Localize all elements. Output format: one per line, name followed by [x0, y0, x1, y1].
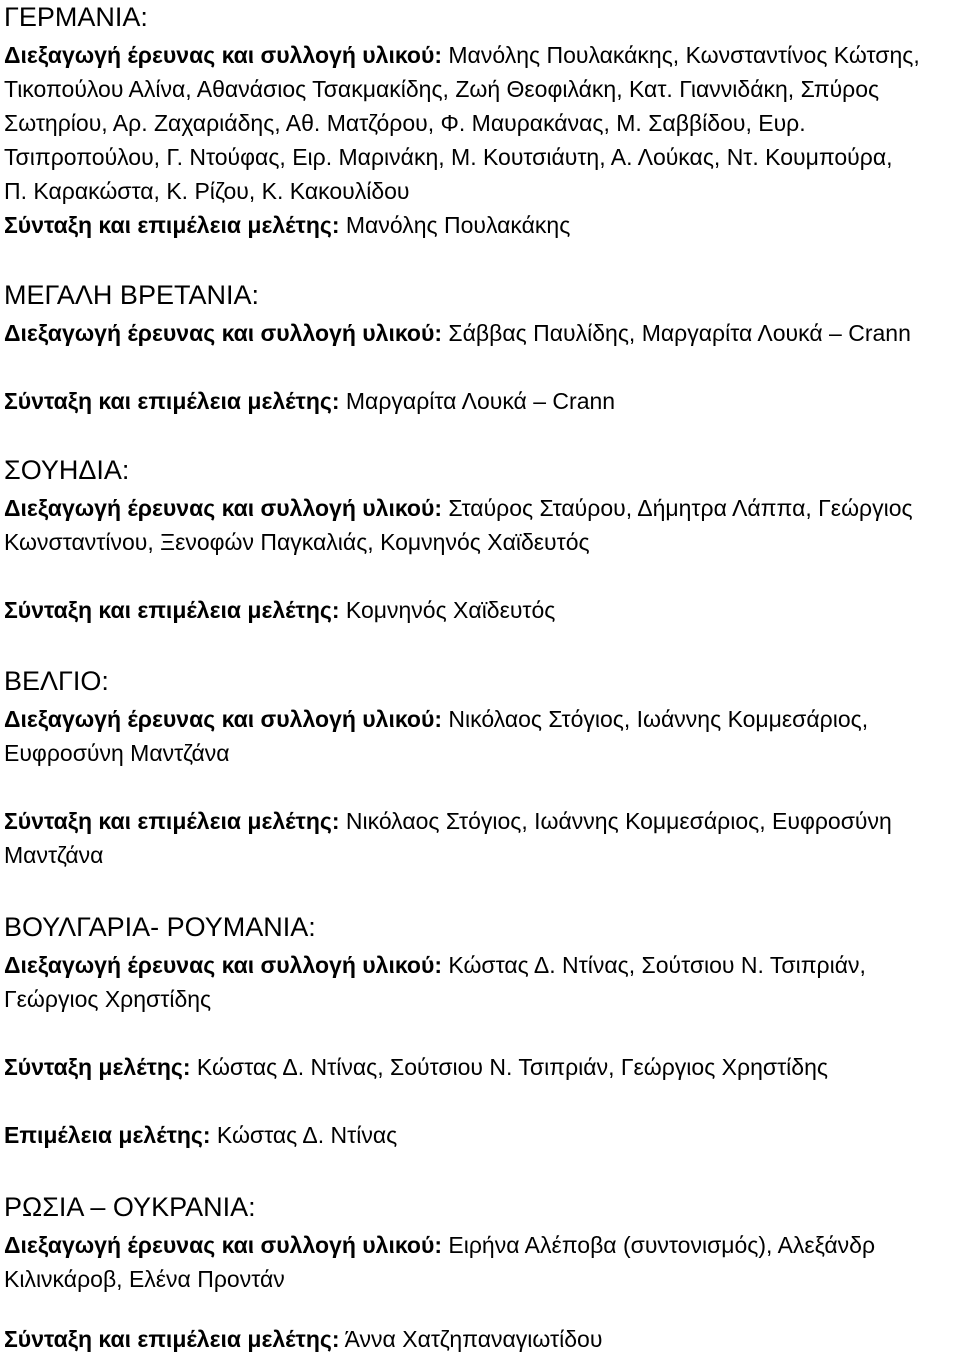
research-label: Διεξαγωγή έρευνας και συλλογή υλικού: — [4, 952, 442, 978]
research-value: Σταύρος Σταύρου, Δήμητρα Λάππα, Γεώργιος — [448, 495, 913, 521]
research-label: Διεξαγωγή έρευνας και συλλογή υλικού: — [4, 320, 442, 346]
section-title: ΓΕΡΜΑΝΙΑ: — [4, 2, 148, 32]
study-value: Άννα Χατζηπαναγιωτίδου — [344, 1326, 603, 1352]
edit-label: Επιμέλεια μελέτης: — [4, 1122, 211, 1148]
research-credits — [4, 948, 956, 1016]
research-value-line: Π. Καρακώστα, Κ. Ρίζου, Κ. Κακουλίδου — [4, 178, 410, 204]
study-value: Μαργαρίτα Λουκά – Crann — [345, 388, 616, 414]
study-value: Νικόλαος Στόγιος, Ιωάννης Κομμεσάριος, Ευφροσύνη — [345, 808, 892, 834]
research-credits — [4, 316, 956, 350]
research-value-line: Σωτηρίου, Αρ. Ζαχαριάδης, Αθ. Ματζόρου, Φ. Μαυρακάνας, Μ. Σαββίδου, Ευρ. — [4, 110, 806, 136]
study-label: Σύνταξη και επιμέλεια μελέτης: — [4, 597, 340, 623]
study-credits — [4, 1050, 956, 1084]
research-value: Μανόλης Πουλακάκης, Κωνσταντίνος Κώτσης, — [448, 42, 920, 68]
research-credits — [4, 1228, 956, 1296]
study-value: Κώστας Δ. Ντίνας, Σούτσιου Ν. Τσιπριάν, Γεώργιος Χρηστίδης — [196, 1054, 828, 1080]
study-label: Σύνταξη και επιμέλεια μελέτης: — [4, 212, 340, 238]
section-title: ΣΟΥΗΔΙΑ: — [4, 455, 130, 485]
research-credits — [4, 38, 956, 208]
research-value: Νικόλαος Στόγιος, Ιωάννης Κομμεσάριος, — [448, 706, 869, 732]
study-label: Σύνταξη και επιμέλεια μελέτης: — [4, 388, 340, 414]
study-label: Σύνταξη μελέτης: — [4, 1054, 191, 1080]
research-value-line: Τικοπούλου Αλίνα, Αθανάσιος Τσακμακίδης, Ζωή Θεοφιλάκη, Κατ. Γιαννιδάκη, Σπύρος — [4, 76, 880, 102]
research-value-line: Τσιπροπούλου, Γ. Ντούφας, Ειρ. Μαρινάκη, Μ. Κουτσιάυτη, Α. Λούκας, Ντ. Κουμπούρα, — [4, 144, 893, 170]
research-label: Διεξαγωγή έρευνας και συλλογή υλικού: — [4, 1232, 442, 1258]
edit-value: Κώστας Δ. Ντίνας — [216, 1122, 398, 1148]
section-belgium — [4, 666, 956, 872]
section-title: ΡΩΣΙΑ – ΟΥΚΡΑΝΙΑ: — [4, 1192, 256, 1222]
study-value: Μανόλης Πουλακάκης — [345, 212, 571, 238]
study-credits — [4, 1322, 956, 1356]
section-title: ΒΕΛΓΙΟ: — [4, 666, 109, 696]
research-label: Διεξαγωγή έρευνας και συλλογή υλικού: — [4, 42, 442, 68]
study-label: Σύνταξη και επιμέλεια μελέτης: — [4, 1326, 340, 1352]
section-title: ΒΟΥΛΓΑΡΙΑ- ΡΟΥΜΑΝΙΑ: — [4, 912, 316, 942]
research-value-line: Κωνσταντίνου, Ξενοφών Παγκαλιάς, Κομνηνός Χαϊδευτός — [4, 529, 590, 555]
research-value-line: Ευφροσύνη Μαντζάνα — [4, 740, 230, 766]
study-value-line: Μαντζάνα — [4, 842, 104, 868]
edit-credits — [4, 1118, 956, 1152]
section-bulgaria-romania — [4, 912, 956, 1152]
section-sweden — [4, 455, 956, 627]
research-value: Σάββας Παυλίδης, Μαργαρίτα Λουκά – Crann — [448, 320, 911, 346]
section-title: ΜΕΓΑΛΗ ΒΡΕΤΑΝΙΑ: — [4, 280, 259, 310]
research-label: Διεξαγωγή έρευνας και συλλογή υλικού: — [4, 706, 442, 732]
research-value-line: Γεώργιος Χρηστίδης — [4, 986, 212, 1012]
research-credits — [4, 491, 956, 559]
study-credits — [4, 593, 956, 627]
study-value: Κομνηνός Χαϊδευτός — [345, 597, 556, 623]
research-value: Ειρήνα Αλέποβα (συντονισμός), Αλεξάνδρ — [448, 1232, 876, 1258]
study-label: Σύνταξη και επιμέλεια μελέτης: — [4, 808, 340, 834]
study-credits — [4, 384, 956, 418]
research-credits — [4, 702, 956, 770]
study-credits — [4, 208, 956, 242]
section-germany — [4, 2, 956, 242]
study-credits — [4, 804, 956, 872]
research-label: Διεξαγωγή έρευνας και συλλογή υλικού: — [4, 495, 442, 521]
research-value: Κώστας Δ. Ντίνας, Σούτσιου Ν. Τσιπριάν, — [448, 952, 866, 978]
section-great-britain — [4, 280, 956, 418]
section-russia-ukraine — [4, 1192, 956, 1356]
research-value-line: Κιλινκάροβ, Ελένα Προντάν — [4, 1266, 285, 1292]
